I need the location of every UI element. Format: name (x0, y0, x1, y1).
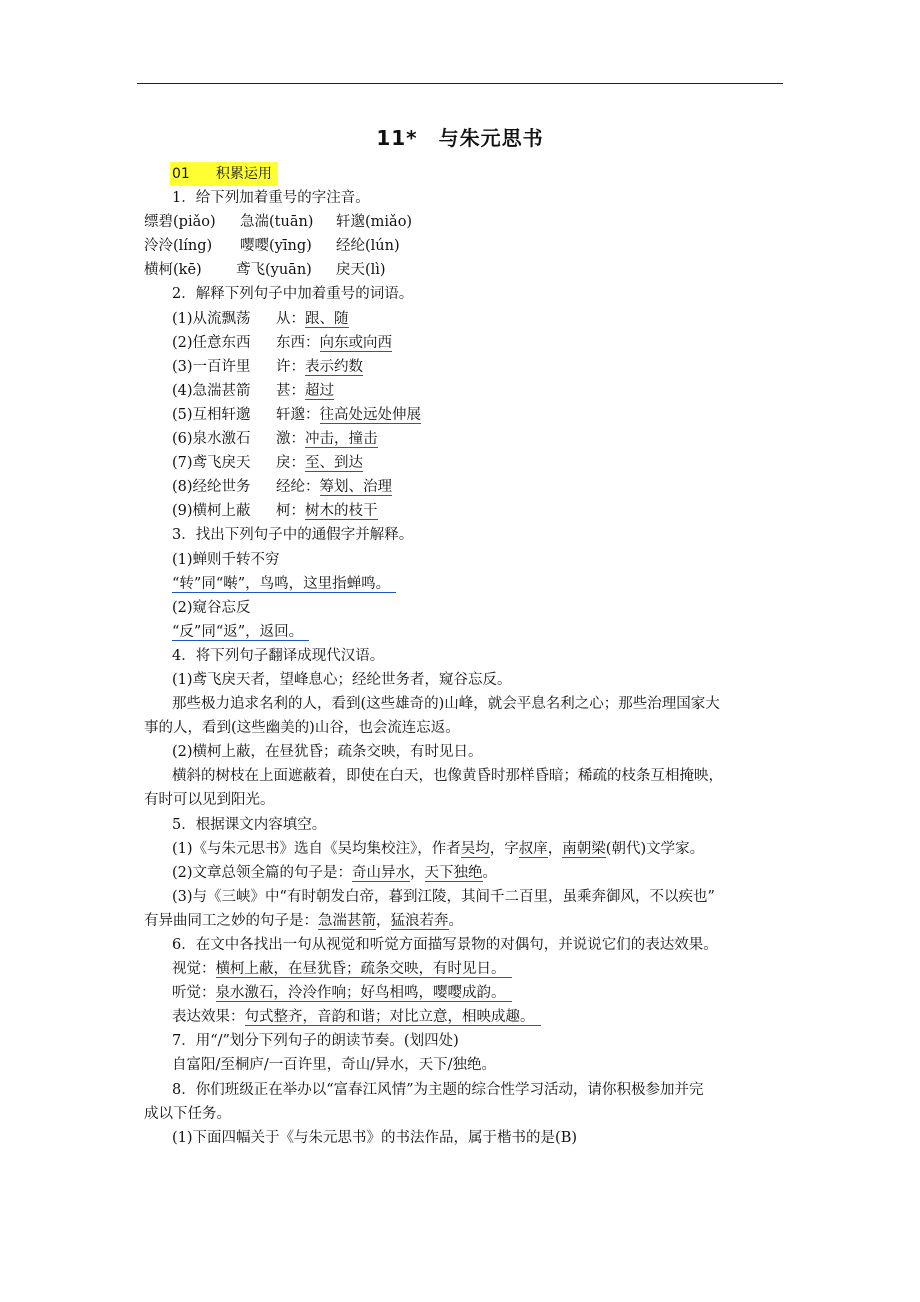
q3-answer-1 (172, 572, 792, 596)
q1-row-1 (144, 210, 792, 234)
q2-word: 柯： (276, 503, 305, 520)
q5-answer: 奇山异水 (352, 864, 411, 881)
pinyin-item: 鸢飞(yuān) (236, 262, 312, 279)
q1-prompt: 1．给下列加着重号的字注音。 (172, 190, 370, 207)
q2-item (172, 427, 792, 451)
q6-hearing-label: 听觉： (172, 985, 216, 1002)
q3-answer-2 (172, 620, 792, 644)
q2-phrase: (8)经纶世务 (172, 479, 251, 496)
section-header (170, 162, 792, 186)
page-title: 11* 与朱元思书 (376, 126, 544, 150)
section-number: 01 (172, 166, 190, 182)
q6-prompt: 6．在文中各找出一句从视觉和听觉方面描写景物的对偶句，并说说它们的表达效果。 (172, 937, 718, 953)
q2-item (172, 403, 792, 427)
worksheet-body (144, 162, 792, 1150)
q5-line-1 (172, 837, 792, 861)
q2-item (172, 451, 792, 475)
q5-text: ，字 (489, 840, 519, 857)
q2-phrase: (2)任意东西 (172, 334, 251, 351)
q2-word: 激： (276, 431, 305, 448)
q1-row-3 (144, 258, 792, 282)
q2-phrase: (4)急湍甚箭 (172, 382, 251, 399)
q6-effect (172, 1005, 792, 1029)
pinyin-item: 戾天(lì) (336, 262, 386, 279)
q3-prompt: 3．找出下列句子中的通假字并解释。 (172, 527, 414, 544)
q5-answer: 猛浪若奔 (390, 912, 449, 929)
pinyin-item: 急湍(tuān) (240, 214, 314, 231)
q2-word: 轩邈： (276, 406, 320, 423)
pinyin-item: 横柯(kē) (144, 262, 202, 279)
q5-text: (1)《与朱元思书》选自《吴均集校注》，作者 (172, 840, 461, 857)
q5-text: ， (410, 864, 425, 881)
pinyin-item: 经纶(lún) (336, 238, 400, 255)
q5-text: (朝代)文学家。 (605, 840, 705, 857)
q5-line-2 (172, 861, 792, 885)
q5-text: 有异曲同工之妙的句子是： (144, 912, 318, 929)
q6-visual (172, 957, 792, 981)
q2-answer: 超过 (305, 382, 334, 399)
q2-phrase: (6)泉水激石 (172, 431, 251, 448)
q3-answer-text: “转”同“啭”，鸟鸣，这里指蝉鸣。 (172, 576, 396, 593)
q5-text: ， (547, 840, 563, 857)
q2-answer: 至、到达 (305, 455, 363, 472)
q3-sentence-2: (2)窥谷忘反 (172, 599, 251, 616)
q5-text: (2)文章总领全篇的句子是： (172, 864, 353, 881)
q2-phrase: (7)鸢飞戾天 (172, 455, 251, 472)
q2-answer: 筹划、治理 (319, 479, 392, 496)
q2-word: 甚： (276, 382, 305, 399)
q2-phrase: (3)一百许里 (172, 358, 251, 375)
pinyin-item: 嘤嘤(yīng) (240, 238, 312, 255)
q3-answer-text: “反”同“返”，返回。 (172, 624, 309, 641)
q5-line-4 (144, 909, 792, 933)
q6-hearing-answer: 泉水激石，泠泠作响；好鸟相鸣，嘤嘤成韵。 (216, 985, 512, 1002)
q2-answer: 跟、随 (305, 310, 349, 327)
q5-answer: 吴均 (460, 840, 490, 857)
q2-prompt: 2．解释下列句子中加着重号的词语。 (172, 286, 414, 303)
q2-word: 从： (276, 310, 305, 327)
q2-item (172, 379, 792, 403)
q2-word: 经纶： (276, 479, 320, 496)
q2-phrase: (9)横柯上蔽 (172, 503, 251, 520)
pinyin-item: 缥碧(piǎo) (144, 214, 216, 231)
q2-word: 戾： (276, 455, 305, 472)
q8-sub-1: (1)下面四幅关于《与朱元思书》的书法作品，属于楷书的是(B) (172, 1129, 578, 1146)
q2-phrase: (5)互相轩邈 (172, 406, 251, 423)
q5-answer: 急湍甚箭 (318, 912, 376, 929)
q6-effect-answer: 句式整齐，音韵和谐；对比立意，相映成趣。 (245, 1009, 541, 1026)
q2-word: 许： (276, 358, 305, 375)
q2-item (172, 499, 792, 523)
header-rule (137, 83, 783, 84)
q5-prompt: 5．根据课文内容填空。 (172, 816, 327, 833)
q2-answer: 冲击，撞击 (305, 431, 378, 448)
q5-answer: 天下独绝 (424, 864, 483, 881)
q4-prompt: 4．将下列句子翻译成现代汉语。 (172, 647, 385, 664)
q2-item (172, 331, 792, 355)
q6-visual-answer: 横柯上蔽，在昼犹昏；疏条交映，有时见日。 (216, 961, 512, 978)
q8-prompt-line-2: 成以下任务。 (144, 1105, 231, 1122)
q2-phrase: (1)从流飘荡 (172, 310, 251, 327)
q2-word: 东西： (276, 334, 320, 351)
q2-answer: 树木的枝干 (305, 503, 378, 520)
q2-answer: 表示约数 (305, 358, 363, 375)
q2-item (172, 307, 792, 331)
q2-answer: 往高处远处伸展 (319, 406, 421, 423)
q4-answer-1-line-1: 那些极力追求名利的人，看到(这些雄奇的)山峰，就会平息名利之心；那些治理国家大 (172, 696, 720, 713)
q6-effect-label: 表达效果： (172, 1009, 245, 1026)
q5-text: ， (376, 912, 391, 929)
section-badge (170, 162, 278, 186)
q4-answer-2-line-1: 横斜的树枝在上面遮蔽着，即使在白天，也像黄昏时那样昏暗；稀疏的枝条互相掩映， (172, 768, 723, 785)
q2-item (172, 475, 792, 499)
q2-item (172, 355, 792, 379)
q5-answer: 叔庠 (518, 840, 548, 857)
q7-prompt: 7．用“/”划分下列句子的朗读节奏。(划四处) (172, 1033, 459, 1050)
q3-sentence-1: (1)蝉则千转不穷 (172, 551, 280, 568)
pinyin-item: 泠泠(líng) (144, 238, 213, 255)
q5-line-3: (3)与《三峡》中“有时朝发白帝，暮到江陵，其间千二百里，虽乘奔御风，不以疾也” (172, 888, 715, 905)
q4-sentence-2: (2)横柯上蔽，在昼犹昏；疏条交映，有时见日。 (172, 744, 483, 761)
q1-row-2 (144, 234, 792, 258)
q4-answer-2-line-2: 有时可以见到阳光。 (144, 792, 275, 809)
section-label: 积累运用 (215, 166, 272, 182)
q5-text: 。 (482, 864, 498, 881)
q8-prompt-line-1: 8．你们班级正在举办以“富春江风情”为主题的综合性学习活动，请你积极参加并完 (172, 1081, 704, 1098)
q6-hearing (172, 981, 792, 1005)
q4-sentence-1: (1)鸢飞戾天者，望峰息心；经纶世务者，窥谷忘反。 (172, 671, 512, 688)
q7-answer: 自富阳/至桐庐/一百许里，奇山/异水，天下/独绝。 (172, 1057, 497, 1074)
q4-answer-1-line-2: 事的人，看到(这些幽美的)山谷，也会流连忘返。 (144, 720, 460, 737)
q6-visual-label: 视觉： (172, 961, 216, 978)
q2-answer: 向东或向西 (319, 334, 392, 351)
q5-text: 。 (448, 912, 463, 929)
pinyin-item: 轩邈(miǎo) (336, 214, 413, 231)
q5-answer: 南朝梁 (562, 840, 606, 857)
